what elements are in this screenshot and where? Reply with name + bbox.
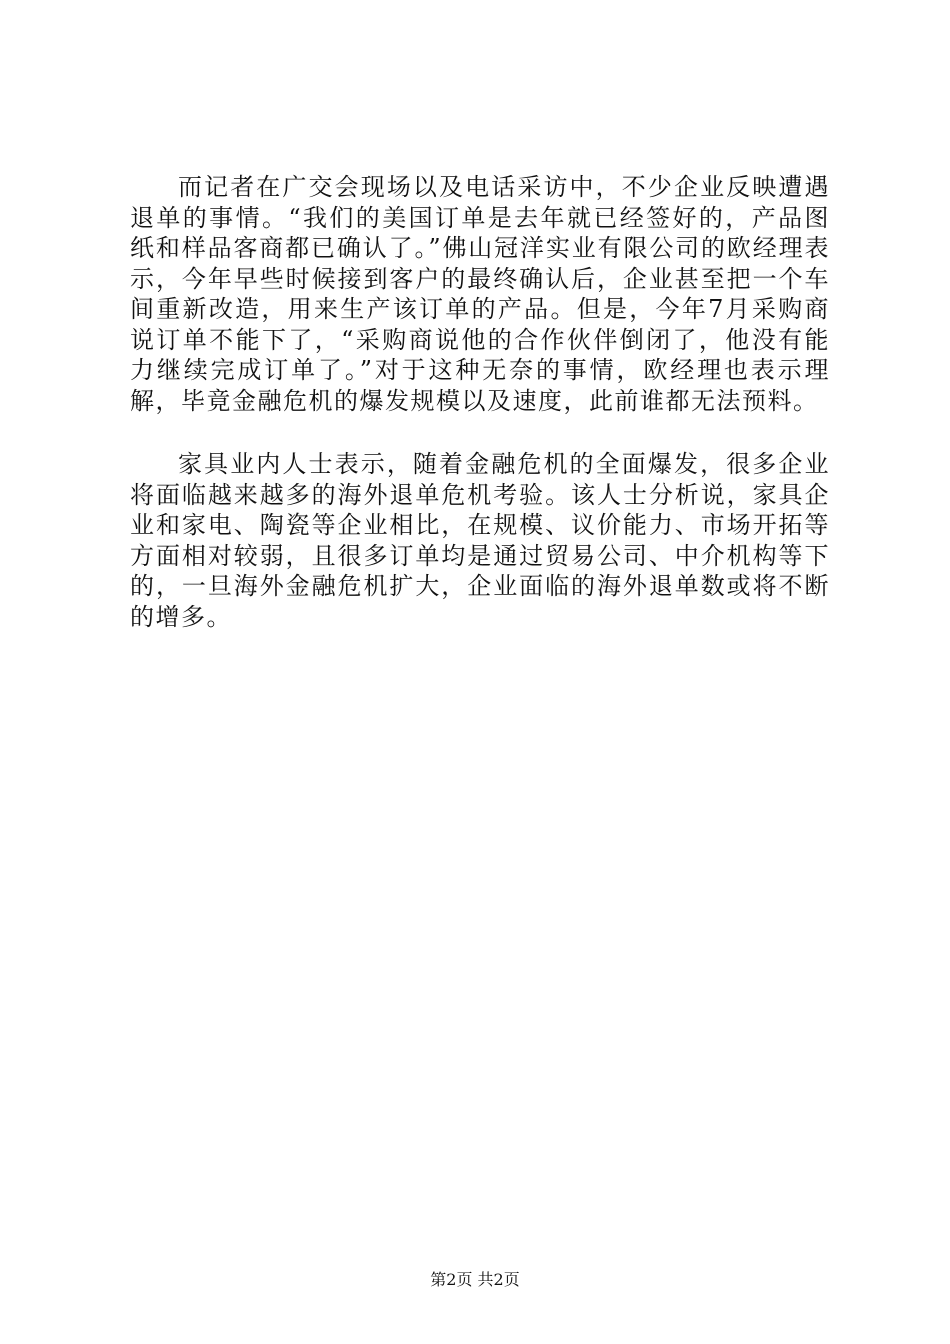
paragraph: 而记者在广交会现场以及电话采访中，不少企业反映遭遇退单的事情。“我们的美国订单是去年就已经签好的，产品图纸和样品客商都已确认了。”佛山冠洋实业有限公司的欧经理表示，今年早些时候接到客户的最终确认后，企业甚至把一个车间重新改造，用来生产该订单的产品。但是，今年7月采购商说订单不能下了，“采购商说他的合作伙伴倒闭了，他没有能力继续完成订单了。”对于这种无奈的事情，欧经理也表示理解，毕竟金融危机的爆发规模以及速度，此前谁都无法预料。 bbox=[130, 173, 830, 415]
paragraph: 家具业内人士表示，随着金融危机的全面爆发，很多企业将面临越来越多的海外退单危机考验。该人士分析说，家具企业和家电、陶瓷等企业相比，在规模、议价能力、市场开拓等方面相对较弱，且很多订单均是通过贸易公司、中介机构等下的，一旦海外金融危机扩大，企业面临的海外退单数或将不断的增多。 bbox=[130, 450, 830, 631]
page-number-footer: 第2页 共2页 bbox=[430, 1270, 520, 1289]
document-body bbox=[130, 172, 830, 632]
